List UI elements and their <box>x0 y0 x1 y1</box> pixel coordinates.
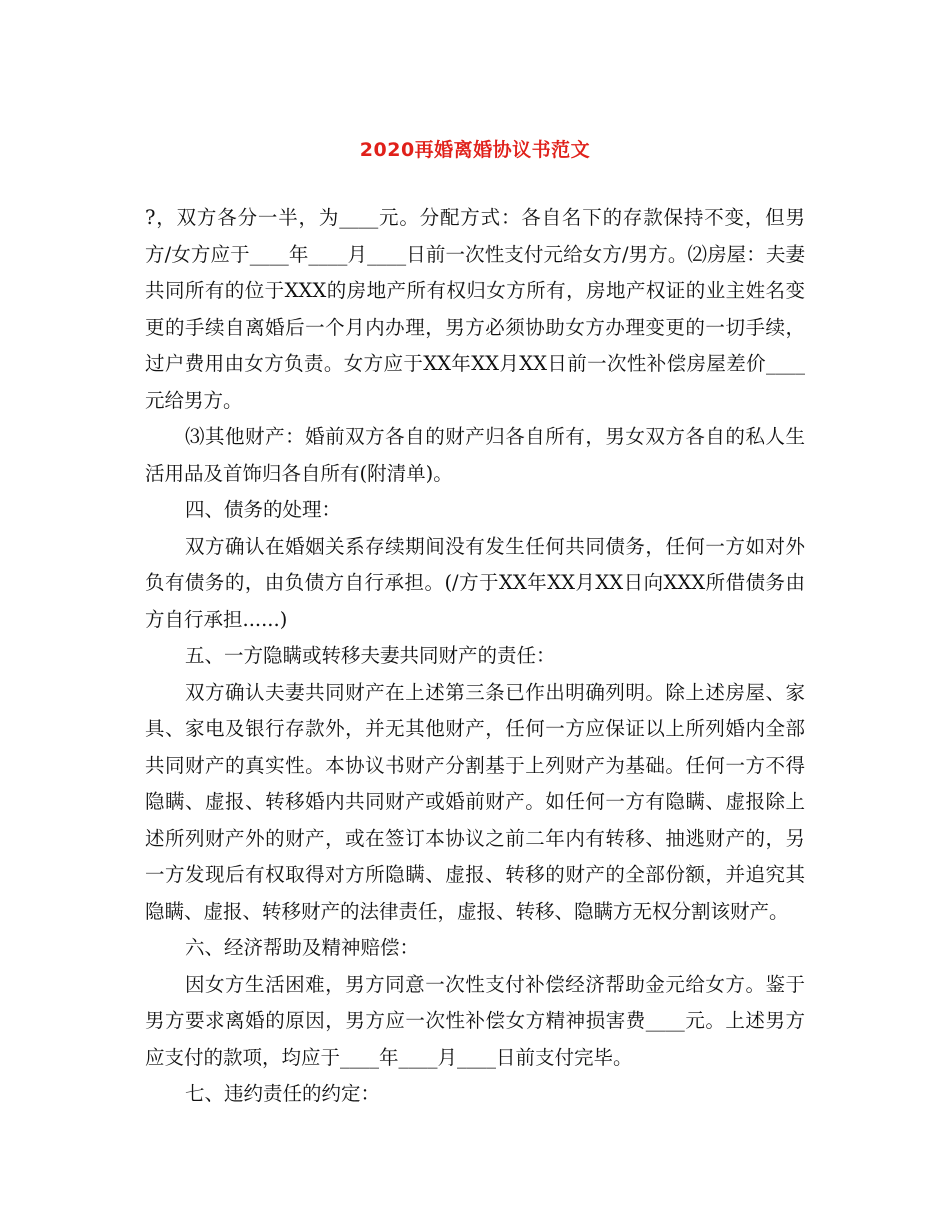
section-heading: 四、债务的处理： <box>185 498 342 521</box>
document-title: 2020再婚离婚协议书范文 <box>359 139 591 161</box>
document-body <box>145 200 805 1113</box>
paragraph: 双方确认在婚姻关系存续期间没有发生任何共同债务，任何一方如对外负有债务的，由负债方自行承担。(/方于XX年XX月XX日向XXX所借债务由方自行承担......) <box>145 534 805 631</box>
paragraph: ?，双方各分一半，为____元。分配方式：各自名下的存款保持不变，但男方/女方应于____年____月____日前一次性支付元给女方/男方。⑵房屋：夫妻共同所有的位于XXX的房地产所有权归女方所有，房地产权证的业主姓名变更的手续自离婚后一个月内办理，男方必须协助女方办理变更的一切手续，过户费用由女方负责。女方应于XX年XX月XX日前一次性补偿房屋差价____元给男方。 <box>145 206 805 412</box>
section-heading: 七、违约责任的约定： <box>185 1082 381 1105</box>
section-heading: 六、经济帮助及精神赔偿： <box>185 936 420 959</box>
section-heading: 五、一方隐瞒或转移夫妻共同财产的责任： <box>185 644 556 667</box>
paragraph: 双方确认夫妻共同财产在上述第三条已作出明确列明。除上述房屋、家具、家电及银行存款外，并无其他财产，任何一方应保证以上所列婚内全部共同财产的真实性。本协议书财产分割基于上列财产为基础。任何一方不得隐瞒、虚报、转移婚内共同财产或婚前财产。如任何一方有隐瞒、虚报除上述所列财产外的财产，或在签订本协议之前二年内有转移、抽逃财产的，另一方发现后有权取得对方所隐瞒、虚报、转移的财产的全部份额，并追究其隐瞒、虚报、转移财产的法律责任，虚报、转移、隐瞒方无权分割该财产。 <box>145 680 805 923</box>
paragraph: 因女方生活困难，男方同意一次性支付补偿经济帮助金元给女方。鉴于男方要求离婚的原因，男方应一次性补偿女方精神损害费____元。上述男方应支付的款项，均应于____年____月____日前支付完毕。 <box>145 972 805 1069</box>
paragraph: ⑶其他财产：婚前双方各自的财产归各自所有，男女双方各自的私人生活用品及首饰归各自所有(附清单)。 <box>145 425 805 485</box>
